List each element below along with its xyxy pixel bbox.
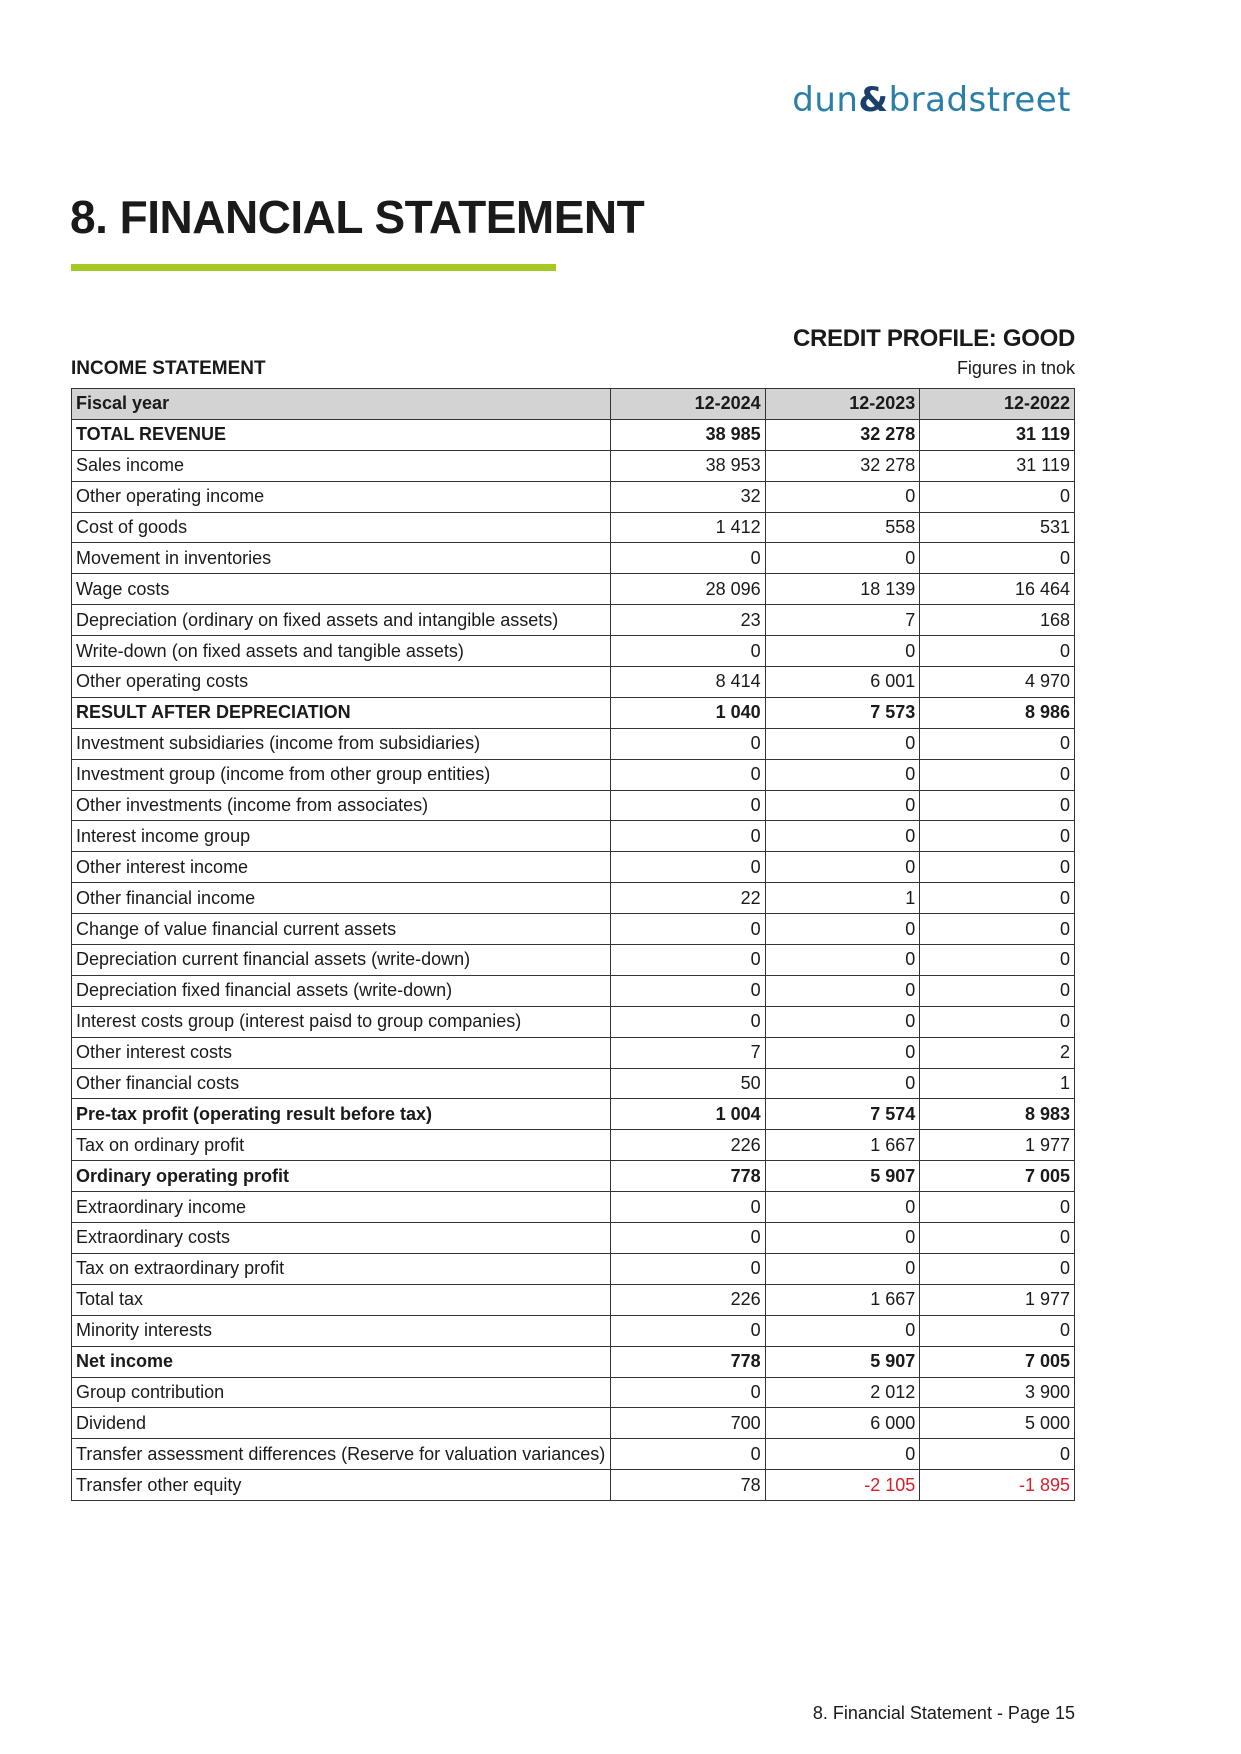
- row-value: 778: [611, 1346, 766, 1377]
- row-value: 0: [920, 1253, 1075, 1284]
- table-row: [72, 1161, 1075, 1192]
- row-value: 0: [765, 728, 920, 759]
- row-label: Depreciation fixed financial assets (write-down): [72, 975, 611, 1006]
- row-value: 5 907: [765, 1346, 920, 1377]
- row-label: Group contribution: [72, 1377, 611, 1408]
- row-value: 0: [611, 1439, 766, 1470]
- row-value: 38 953: [611, 450, 766, 481]
- row-label: Cost of goods: [72, 512, 611, 543]
- table-row: [72, 1408, 1075, 1439]
- row-value: 32: [611, 481, 766, 512]
- row-value: 226: [611, 1284, 766, 1315]
- row-value: 1: [765, 883, 920, 914]
- row-value: 1 412: [611, 512, 766, 543]
- row-value: 1 977: [920, 1284, 1075, 1315]
- row-value: 0: [920, 914, 1075, 945]
- table-row: [72, 790, 1075, 821]
- header-year-2: 12-2023: [765, 389, 920, 420]
- row-value: 7: [611, 1037, 766, 1068]
- row-value: 0: [765, 1192, 920, 1223]
- row-value: 0: [611, 1377, 766, 1408]
- table-row: [72, 481, 1075, 512]
- row-value: 0: [611, 1315, 766, 1346]
- page-footer: 8. Financial Statement - Page 15: [812, 1703, 1075, 1723]
- row-value: 5 000: [920, 1408, 1075, 1439]
- row-value: 22: [611, 883, 766, 914]
- row-value: 0: [765, 1006, 920, 1037]
- row-value: 32 278: [765, 419, 920, 450]
- row-value: 0: [920, 883, 1075, 914]
- row-label: Pre-tax profit (operating result before tax): [72, 1099, 611, 1130]
- row-label: Investment group (income from other group entities): [72, 759, 611, 790]
- table-row: [72, 852, 1075, 883]
- row-value: 8 986: [920, 697, 1075, 728]
- row-value: 0: [765, 852, 920, 883]
- income-statement-table: [71, 388, 1075, 1501]
- row-value: 0: [611, 759, 766, 790]
- row-value: 7 573: [765, 697, 920, 728]
- row-label: Other investments (income from associates): [72, 790, 611, 821]
- row-value: 0: [920, 945, 1075, 976]
- row-value: 1 040: [611, 697, 766, 728]
- header-year-1: 12-2024: [611, 389, 766, 420]
- row-value: 31 119: [920, 450, 1075, 481]
- row-label: Transfer assessment differences (Reserve for valuation variances): [72, 1439, 611, 1470]
- row-label: Ordinary operating profit: [72, 1161, 611, 1192]
- row-value: 38 985: [611, 419, 766, 450]
- row-label: RESULT AFTER DEPRECIATION: [72, 697, 611, 728]
- row-value: 5 907: [765, 1161, 920, 1192]
- row-value: 0: [920, 1192, 1075, 1223]
- table-row: [72, 1130, 1075, 1161]
- row-value: 0: [920, 728, 1075, 759]
- row-value: 0: [765, 914, 920, 945]
- row-value: 7 005: [920, 1346, 1075, 1377]
- row-value: 0: [611, 852, 766, 883]
- header-year-3: 12-2022: [920, 389, 1075, 420]
- table-row: [72, 914, 1075, 945]
- row-value: 0: [920, 543, 1075, 574]
- row-label: Extraordinary income: [72, 1192, 611, 1223]
- row-value: 0: [611, 1223, 766, 1254]
- row-value: 0: [920, 790, 1075, 821]
- row-value: 0: [920, 481, 1075, 512]
- row-value: 0: [920, 1223, 1075, 1254]
- table-row: [72, 1470, 1075, 1501]
- table-row: [72, 1439, 1075, 1470]
- table-row: [72, 667, 1075, 698]
- logo-ampersand: &: [858, 80, 889, 120]
- row-value: 0: [765, 636, 920, 667]
- row-value: 0: [765, 759, 920, 790]
- table-row: [72, 1099, 1075, 1130]
- row-value: -1 895: [920, 1470, 1075, 1501]
- row-label: TOTAL REVENUE: [72, 419, 611, 450]
- row-value: 0: [765, 481, 920, 512]
- table-header-row: [72, 389, 1075, 420]
- row-value: 0: [920, 975, 1075, 1006]
- row-value: 4 970: [920, 667, 1075, 698]
- row-value: 6 000: [765, 1408, 920, 1439]
- row-value: 226: [611, 1130, 766, 1161]
- row-value: 558: [765, 512, 920, 543]
- row-value: 28 096: [611, 574, 766, 605]
- title-underline: [71, 264, 556, 271]
- row-value: 1: [920, 1068, 1075, 1099]
- row-label: Other interest income: [72, 852, 611, 883]
- row-value: 7: [765, 605, 920, 636]
- row-value: 0: [920, 1006, 1075, 1037]
- section-label: INCOME STATEMENT: [71, 358, 266, 379]
- row-value: 0: [765, 1253, 920, 1284]
- logo-part2: bradstreet: [888, 80, 1071, 120]
- row-value: 0: [765, 1068, 920, 1099]
- row-value: 32 278: [765, 450, 920, 481]
- table-body: [72, 419, 1075, 1500]
- row-value: 168: [920, 605, 1075, 636]
- row-value: 0: [765, 1315, 920, 1346]
- row-value: 1 667: [765, 1130, 920, 1161]
- table-row: [72, 883, 1075, 914]
- row-label: Sales income: [72, 450, 611, 481]
- row-value: 0: [611, 1006, 766, 1037]
- page-title: 8. FINANCIAL STATEMENT: [70, 191, 645, 243]
- row-value: 700: [611, 1408, 766, 1439]
- credit-profile: CREDIT PROFILE: GOOD: [792, 325, 1075, 352]
- table-row: [72, 636, 1075, 667]
- row-value: 1 667: [765, 1284, 920, 1315]
- row-value: 0: [920, 852, 1075, 883]
- row-value: 0: [765, 1439, 920, 1470]
- row-value: 1 004: [611, 1099, 766, 1130]
- row-value: 0: [920, 759, 1075, 790]
- row-value: 7 005: [920, 1161, 1075, 1192]
- table-row: [72, 1006, 1075, 1037]
- row-value: 0: [611, 1192, 766, 1223]
- row-label: Interest costs group (interest paisd to group companies): [72, 1006, 611, 1037]
- row-value: 0: [765, 975, 920, 1006]
- logo-part1: dun: [792, 80, 859, 120]
- row-value: 778: [611, 1161, 766, 1192]
- row-value: 0: [611, 914, 766, 945]
- row-value: 0: [920, 1439, 1075, 1470]
- row-label: Tax on extraordinary profit: [72, 1253, 611, 1284]
- table-row: [72, 1346, 1075, 1377]
- row-value: 0: [611, 790, 766, 821]
- row-value: 531: [920, 512, 1075, 543]
- row-value: 2 012: [765, 1377, 920, 1408]
- row-value: 0: [920, 1315, 1075, 1346]
- row-value: 6 001: [765, 667, 920, 698]
- table-row: [72, 821, 1075, 852]
- row-value: 0: [765, 821, 920, 852]
- table-row: [72, 1068, 1075, 1099]
- row-value: 18 139: [765, 574, 920, 605]
- table-row: [72, 512, 1075, 543]
- row-label: Other financial costs: [72, 1068, 611, 1099]
- row-value: 0: [611, 543, 766, 574]
- row-label: Change of value financial current assets: [72, 914, 611, 945]
- row-label: Write-down (on fixed assets and tangible assets): [72, 636, 611, 667]
- table-row: [72, 450, 1075, 481]
- row-label: Other operating costs: [72, 667, 611, 698]
- table-row: [72, 697, 1075, 728]
- row-label: Other interest costs: [72, 1037, 611, 1068]
- row-value: 16 464: [920, 574, 1075, 605]
- row-label: Interest income group: [72, 821, 611, 852]
- table-row: [72, 1253, 1075, 1284]
- row-value: 8 983: [920, 1099, 1075, 1130]
- table-row: [72, 728, 1075, 759]
- row-value: 0: [765, 790, 920, 821]
- table-row: [72, 1223, 1075, 1254]
- row-label: Wage costs: [72, 574, 611, 605]
- row-value: 31 119: [920, 419, 1075, 450]
- row-label: Minority interests: [72, 1315, 611, 1346]
- table-row: [72, 574, 1075, 605]
- row-value: 78: [611, 1470, 766, 1501]
- row-label: Net income: [72, 1346, 611, 1377]
- row-label: Other operating income: [72, 481, 611, 512]
- row-value: 0: [611, 728, 766, 759]
- table-row: [72, 1037, 1075, 1068]
- figures-note: Figures in tnok: [956, 358, 1075, 378]
- row-value: 23: [611, 605, 766, 636]
- row-label: Movement in inventories: [72, 543, 611, 574]
- table-row: [72, 1192, 1075, 1223]
- row-value: 0: [611, 945, 766, 976]
- row-label: Extraordinary costs: [72, 1223, 611, 1254]
- row-value: 0: [765, 543, 920, 574]
- row-value: 0: [611, 1253, 766, 1284]
- row-value: 0: [765, 1037, 920, 1068]
- row-label: Tax on ordinary profit: [72, 1130, 611, 1161]
- table-row: [72, 605, 1075, 636]
- row-value: 0: [920, 821, 1075, 852]
- row-label: Other financial income: [72, 883, 611, 914]
- row-label: Total tax: [72, 1284, 611, 1315]
- table-row: [72, 543, 1075, 574]
- header-fiscal-year: Fiscal year: [72, 389, 611, 420]
- row-label: Transfer other equity: [72, 1470, 611, 1501]
- row-value: 0: [765, 1223, 920, 1254]
- row-label: Dividend: [72, 1408, 611, 1439]
- row-label: Depreciation (ordinary on fixed assets and intangible assets): [72, 605, 611, 636]
- table-row: [72, 945, 1075, 976]
- row-label: Investment subsidiaries (income from subsidiaries): [72, 728, 611, 759]
- row-value: 3 900: [920, 1377, 1075, 1408]
- row-value: 0: [765, 945, 920, 976]
- table-row: [72, 1315, 1075, 1346]
- row-value: 0: [611, 636, 766, 667]
- row-value: 0: [611, 975, 766, 1006]
- row-value: 1 977: [920, 1130, 1075, 1161]
- row-value: 50: [611, 1068, 766, 1099]
- row-value: 0: [920, 636, 1075, 667]
- row-label: Depreciation current financial assets (write-down): [72, 945, 611, 976]
- table-row: [72, 759, 1075, 790]
- table-row: [72, 1284, 1075, 1315]
- table-row: [72, 1377, 1075, 1408]
- table-row: [72, 975, 1075, 1006]
- table-row: [72, 419, 1075, 450]
- row-value: 0: [611, 821, 766, 852]
- row-value: 2: [920, 1037, 1075, 1068]
- row-value: 7 574: [765, 1099, 920, 1130]
- row-value: 8 414: [611, 667, 766, 698]
- row-value: -2 105: [765, 1470, 920, 1501]
- dun-bradstreet-logo: [792, 80, 1071, 120]
